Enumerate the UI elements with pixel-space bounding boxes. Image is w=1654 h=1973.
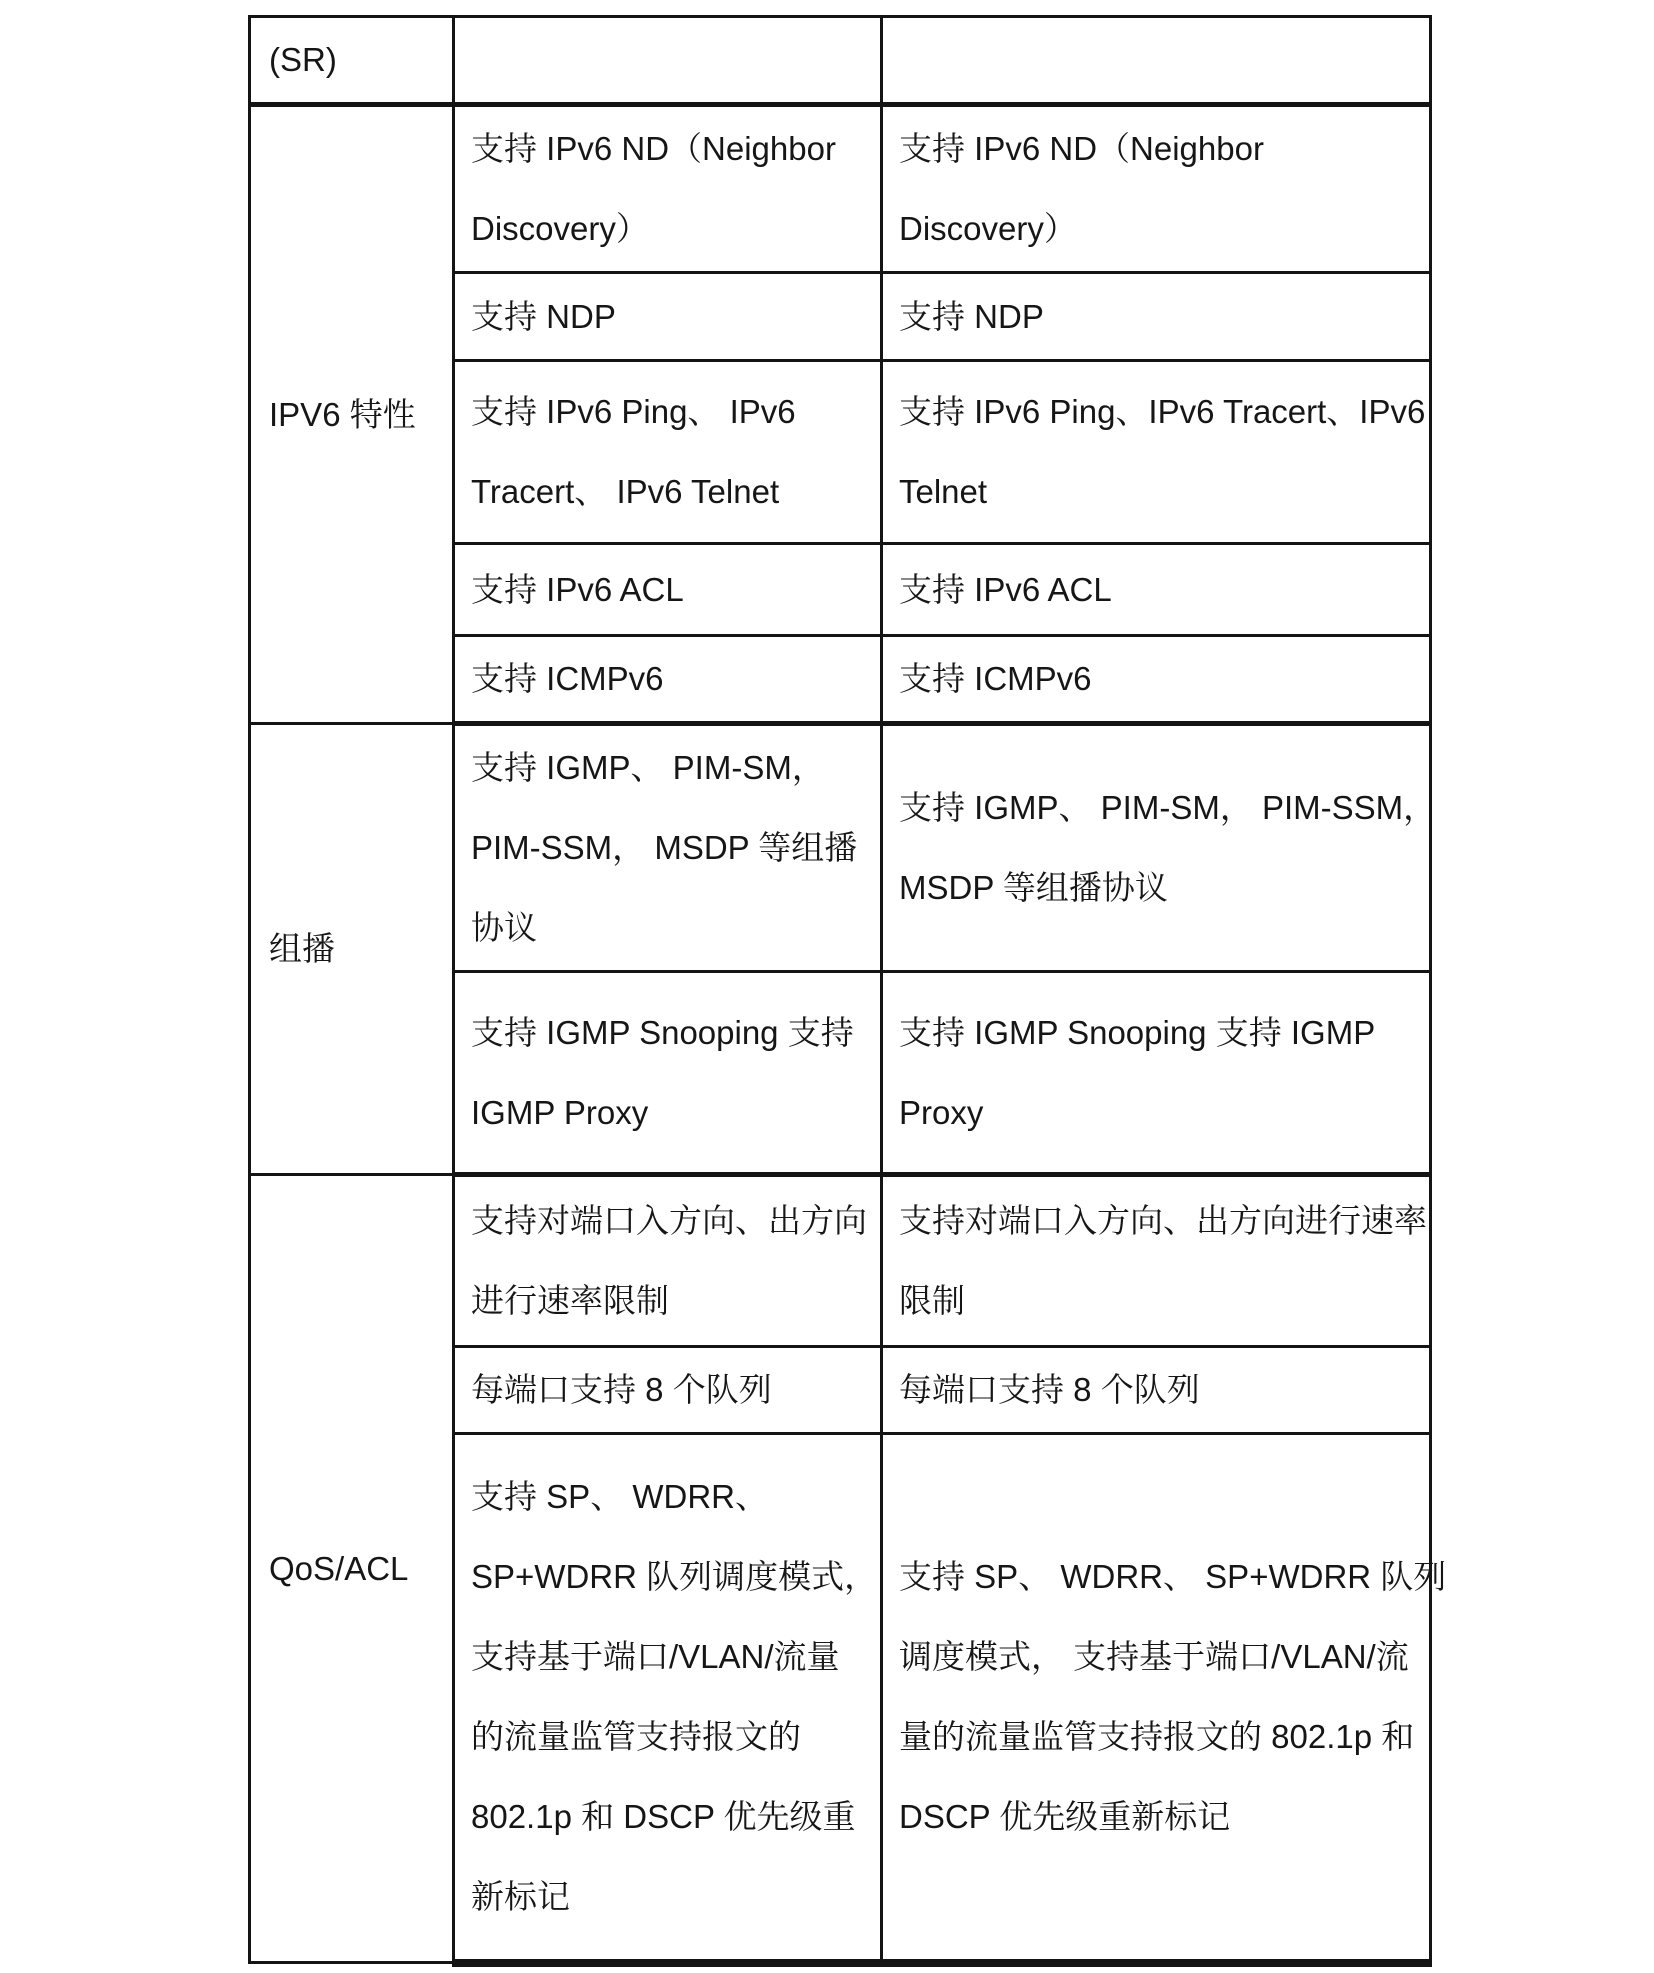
cell-line: 支持 IPv6 ND（Neighbor xyxy=(899,130,1264,167)
cell-line: Discovery） xyxy=(471,210,649,247)
cell-line: 量的流量监管支持报文的 802.1p 和 xyxy=(899,1717,1415,1755)
cell-line: 支持 IGMP Snooping 支持 IGMP xyxy=(899,1013,1376,1051)
cell-line: 支持 NDP xyxy=(899,297,1044,335)
cell-line: 支持 ICMPv6 xyxy=(899,660,1092,697)
cell-line: (SR) xyxy=(269,41,337,78)
cell-line: Tracert、 IPv6 Telnet xyxy=(471,473,780,510)
cell-line: SP+WDRR 队列调度模式， xyxy=(471,1557,878,1595)
cell-line: 限制 xyxy=(899,1282,965,1319)
cell-line: IPV6 特性 xyxy=(269,395,416,433)
feature-cell xyxy=(882,105,1431,273)
feature-cell xyxy=(882,1175,1431,1347)
feature-cell xyxy=(882,636,1431,724)
category-cell-qos xyxy=(250,1175,454,1963)
cell-line: DSCP 优先级重新标记 xyxy=(899,1797,1231,1835)
feature-cell xyxy=(454,724,882,972)
feature-cell xyxy=(454,1434,882,1963)
cell-line: 支持 IPv6 ACL xyxy=(899,570,1112,608)
empty-cell xyxy=(882,17,1431,105)
cell-line: PIM-SSM， MSDP 等组播 xyxy=(471,829,858,866)
feature-cell xyxy=(882,273,1431,361)
feature-cell xyxy=(882,361,1431,544)
cell-line: 支持 IPv6 Ping、IPv6 Tracert、IPv6 xyxy=(899,393,1426,430)
cell-line: 支持对端口入方向、出方向 xyxy=(471,1202,867,1239)
category-cell-multicast xyxy=(250,724,454,1175)
cell-line: QoS/ACL xyxy=(269,1549,409,1587)
table-row xyxy=(250,17,1431,105)
cell-line: 的流量监管支持报文的 xyxy=(471,1717,801,1755)
cell-line: 每端口支持 8 个队列 xyxy=(471,1371,772,1408)
table-row xyxy=(250,724,1431,972)
feature-cell xyxy=(454,1347,882,1434)
feature-cell xyxy=(454,273,882,361)
cell-line: 支持 ICMPv6 xyxy=(471,660,664,697)
empty-cell xyxy=(454,17,882,105)
cell-line: IGMP Proxy xyxy=(471,1093,649,1131)
cell-line: 新标记 xyxy=(471,1877,570,1915)
table-row xyxy=(250,1175,1431,1347)
feature-cell xyxy=(454,544,882,636)
cell-line: 支持 IGMP Snooping 支持 xyxy=(471,1013,854,1051)
cell-line: Proxy xyxy=(899,1093,984,1131)
cell-line: 支持 IPv6 ND（Neighbor xyxy=(471,130,836,167)
feature-cell xyxy=(454,361,882,544)
cell-line: Telnet xyxy=(899,473,988,510)
feature-cell xyxy=(454,105,882,273)
table-row xyxy=(250,105,1431,273)
cell-line: 支持 SP、 WDRR、 xyxy=(471,1477,768,1515)
cell-line: 组播 xyxy=(269,930,335,967)
cell-line: MSDP 等组播协议 xyxy=(899,869,1168,906)
feature-cell xyxy=(454,1175,882,1347)
category-cell-ipv6 xyxy=(250,105,454,724)
cell-line: 802.1p 和 DSCP 优先级重 xyxy=(471,1797,856,1835)
cell-line: 进行速率限制 xyxy=(471,1282,669,1319)
category-cell-sr xyxy=(250,17,454,105)
cell-line: 调度模式， 支持基于端口/VLAN/流 xyxy=(899,1637,1409,1675)
cell-line: 支持对端口入方向、出方向进行速率 xyxy=(899,1202,1427,1239)
feature-cell xyxy=(882,724,1437,972)
cell-line: 支持 NDP xyxy=(471,297,616,335)
cell-line: 支持 IGMP、 PIM-SM， PIM-SSM， xyxy=(899,789,1437,826)
cell-line: 支持 IPv6 Ping、 IPv6 xyxy=(471,393,796,430)
feature-cell xyxy=(454,972,882,1175)
cell-line: 支持 SP、 WDRR、 SP+WDRR 队列 xyxy=(899,1557,1447,1595)
feature-cell xyxy=(882,1347,1431,1434)
feature-cell xyxy=(454,636,882,724)
cell-line: 支持基于端口/VLAN/流量 xyxy=(471,1637,840,1675)
cell-line: 支持 IPv6 ACL xyxy=(471,570,684,608)
cell-line: 协议 xyxy=(471,909,537,946)
feature-cell xyxy=(882,972,1431,1175)
cell-line: 每端口支持 8 个队列 xyxy=(899,1371,1200,1408)
spec-table xyxy=(248,15,1447,1967)
cell-line: Discovery） xyxy=(899,210,1077,247)
feature-cell xyxy=(882,1434,1447,1963)
feature-cell xyxy=(882,544,1431,636)
cell-line: 支持 IGMP、 PIM-SM， xyxy=(471,749,825,786)
